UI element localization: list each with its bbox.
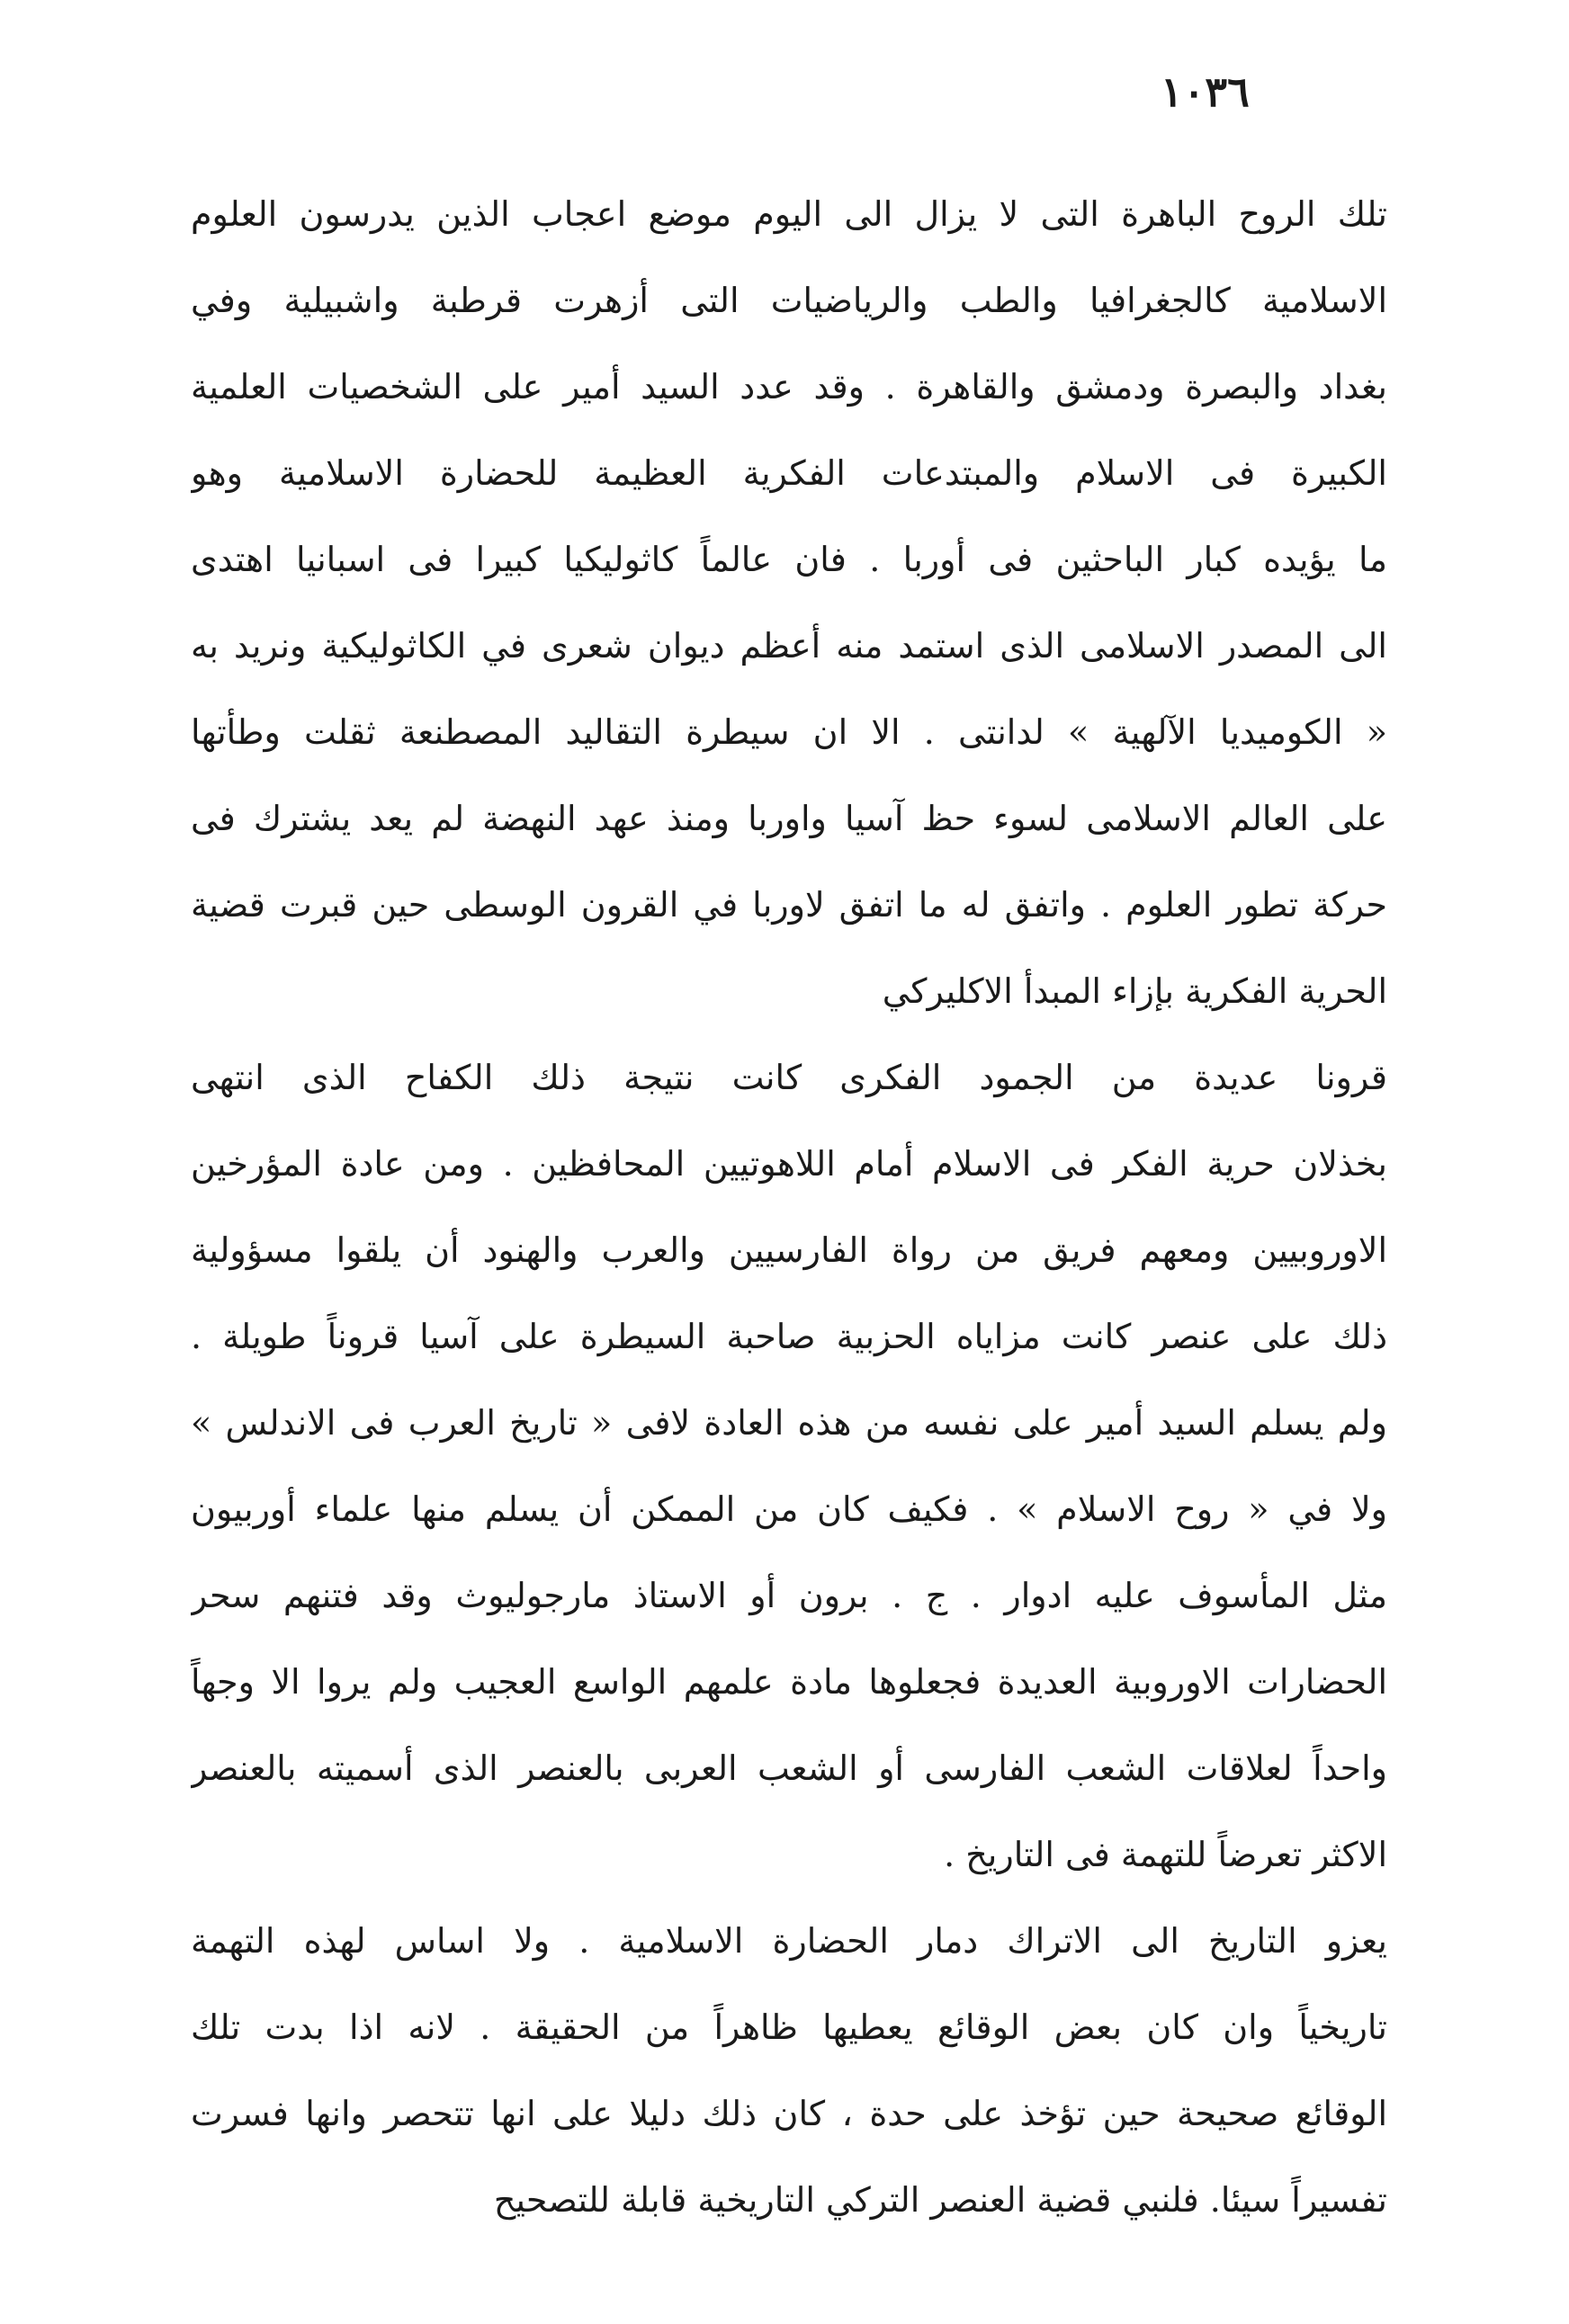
text-line: تفسيراً سيئا. فلنبي قضية العنصر التركي التاريخية قابلة للتصحيح [493, 2180, 1387, 2220]
text-line: الى المصدر الاسلامى الذى استمد منه أعظم ديوان شعرى في الكاثوليكية ونريد به [191, 626, 1387, 666]
text-line: بغداد والبصرة ودمشق والقاهرة . وقد عدد السيد أمير على الشخصيات العلمية [191, 367, 1387, 407]
text-line: ولا في « روح الاسلام » . فكيف كان من الممكن أن يسلم منها علماء أوربيون [191, 1489, 1387, 1529]
text-line: الاسلامية كالجغرافيا والطب والرياضيات التى أزهرت قرطبة واشبيلية وفي [191, 281, 1387, 320]
text-line: واحداً لعلاقات الشعب الفارسى أو الشعب العربى بالعنصر الذى أسميته بالعنصر [191, 1748, 1387, 1788]
page-number: ١٠٣٦ [1161, 67, 1250, 116]
text-line: الحرية الفكرية بإزاء المبدأ الاكليركي [882, 971, 1387, 1011]
text-line: تلك الروح الباهرة التى لا يزال الى اليوم موضع اعجاب الذين يدرسون العلوم [191, 194, 1387, 234]
text-line: الوقائع صحيحة حين تؤخذ على حدة ، كان ذلك دليلا على انها تتحصر وانها فسرت [191, 2094, 1387, 2133]
text-line: مثل المأسوف عليه ادوار . ج . برون أو الاستاذ مارجوليوث وقد فتنهم سحر [191, 1576, 1387, 1615]
paragraph-1 [191, 171, 1387, 1034]
text-line: ما يؤيده كبار الباحثين فى أوربا . فان عالماً كاثوليكيا كبيرا فى اسبانيا اهتدى [191, 540, 1387, 579]
text-line: يعزو التاريخ الى الاتراك دمار الحضارة الاسلامية . ولا اساس لهذه التهمة [191, 1921, 1387, 1961]
text-line: الاكثر تعرضاً للتهمة فى التاريخ . [944, 1835, 1387, 1874]
text-line: تاريخياً وان كان بعض الوقائع يعطيها ظاهراً من الحقيقة . لانه اذا بدت تلك [191, 2007, 1387, 2047]
text-line: قرونا عديدة من الجمود الفكرى كانت نتيجة ذلك الكفاح الذى انتهى [191, 1058, 1387, 1097]
text-line: بخذلان حرية الفكر فى الاسلام أمام اللاهوتيين المحافظين . ومن عادة المؤرخين [191, 1144, 1387, 1184]
text-line: الحضارات الاوروبية العديدة فجعلوها مادة علمهم الواسع العجيب ولم يروا الا وجهاً [191, 1662, 1387, 1702]
text-line: ولم يسلم السيد أمير على نفسه من هذه العادة لافى « تاريخ العرب فى الاندلس » [191, 1403, 1387, 1443]
paragraph-2 [191, 1034, 1387, 1898]
text-line: الكبيرة فى الاسلام والمبتدعات الفكرية العظيمة للحضارة الاسلامية وهو [191, 453, 1387, 493]
body-text [191, 171, 1387, 2243]
text-line: الاوروبيين ومعهم فريق من رواة الفارسيين والعرب والهنود أن يلقوا مسؤولية [191, 1230, 1387, 1270]
paragraph-3 [191, 1898, 1387, 2243]
text-line: حركة تطور العلوم . واتفق له ما اتفق لاوربا في القرون الوسطى حين قبرت قضية [191, 885, 1387, 925]
text-line: ذلك على عنصر كانت مزاياه الحزبية صاحبة السيطرة على آسيا قروناً طويلة . [191, 1317, 1387, 1356]
text-line: « الكوميديا الآلهية » لدانتى . الا ان سيطرة التقاليد المصطنعة ثقلت وطأتها [191, 712, 1387, 752]
text-line: على العالم الاسلامى لسوء حظ آسيا واوربا ومنذ عهد النهضة لم يعد يشترك فى [191, 799, 1387, 838]
